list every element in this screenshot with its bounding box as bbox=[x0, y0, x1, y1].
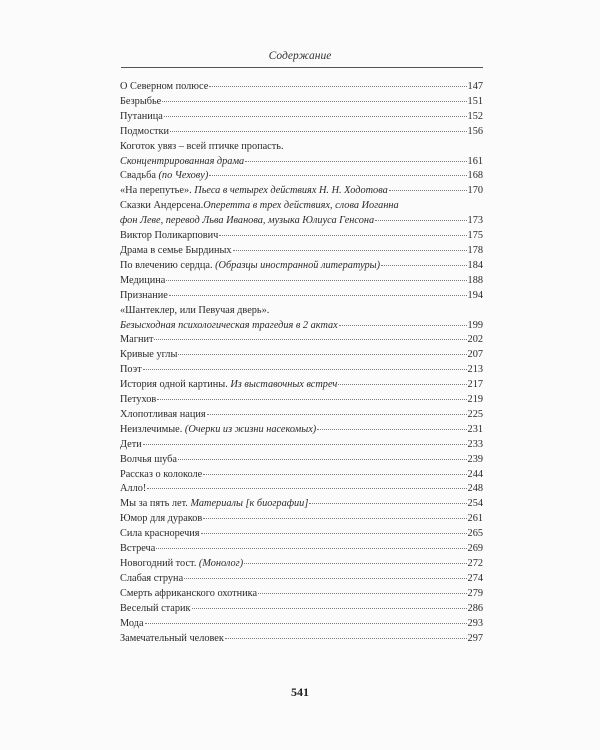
toc-entry-subtitle: (Очерки из жизни насекомых) bbox=[184, 423, 317, 435]
leader-dots bbox=[143, 369, 467, 370]
toc-entry bbox=[120, 95, 483, 110]
toc-page-number: 168 bbox=[467, 170, 483, 182]
toc-page-number: 170 bbox=[467, 185, 483, 197]
leader-dots bbox=[166, 280, 466, 281]
table-of-contents bbox=[120, 80, 483, 646]
toc-entry-title: Кривые углы bbox=[120, 349, 178, 361]
leader-dots bbox=[143, 444, 467, 445]
leader-dots bbox=[225, 638, 467, 639]
toc-entry bbox=[120, 348, 483, 363]
toc-entry bbox=[120, 80, 483, 95]
toc-entry bbox=[120, 602, 483, 617]
toc-entry-title: «На перепутье». bbox=[120, 185, 192, 197]
leader-dots bbox=[339, 325, 467, 326]
toc-entry-subtitle: Пьеса в четырех действиях Н. Н. Ходотова bbox=[194, 185, 388, 197]
leader-dots bbox=[219, 235, 466, 236]
toc-entry-title: «Шантеклер, или Певучая дверь». bbox=[120, 304, 270, 316]
toc-entry-title: Сила красноречия bbox=[120, 528, 200, 540]
toc-page-number: 261 bbox=[467, 513, 483, 525]
toc-entry-title: Встреча bbox=[120, 543, 156, 555]
toc-entry-subtitle: Безысходная психологическая трагедия в 2 актах bbox=[120, 319, 338, 331]
toc-entry bbox=[120, 110, 483, 125]
toc-entry-title: Свадьба bbox=[120, 170, 156, 182]
leader-dots bbox=[207, 414, 467, 415]
leader-dots bbox=[309, 503, 466, 504]
leader-dots bbox=[244, 563, 466, 564]
toc-page-number: 213 bbox=[467, 364, 483, 376]
toc-entry bbox=[120, 140, 483, 170]
toc-page-number: 161 bbox=[467, 155, 483, 167]
leader-dots bbox=[203, 518, 466, 519]
leader-dots bbox=[209, 86, 466, 87]
leader-dots bbox=[245, 161, 466, 162]
toc-entry bbox=[120, 169, 483, 184]
toc-page-number: 151 bbox=[467, 95, 483, 107]
leader-dots bbox=[154, 339, 466, 340]
toc-entry bbox=[120, 527, 483, 542]
toc-page-number: 265 bbox=[467, 528, 483, 540]
leader-dots bbox=[389, 190, 467, 191]
header-rule bbox=[121, 67, 483, 68]
leader-dots bbox=[145, 623, 467, 624]
toc-entry bbox=[120, 393, 483, 408]
toc-entry-title: Веселый старик bbox=[120, 602, 191, 614]
toc-entry-title: Дети bbox=[120, 438, 142, 450]
toc-page-number: 254 bbox=[467, 498, 483, 510]
toc-page-number: 272 bbox=[467, 558, 483, 569]
toc-entry-title: Алло! bbox=[120, 483, 147, 495]
toc-page-number: 194 bbox=[467, 289, 483, 301]
toc-entry-subtitle: Сконцентрированная драма bbox=[120, 155, 245, 167]
toc-entry bbox=[120, 423, 483, 438]
toc-entry-title: Безрыбье bbox=[120, 95, 162, 107]
toc-entry-title: Рассказ о колоколе bbox=[120, 468, 203, 480]
toc-entry-title: Драма в семье Бырдиных bbox=[120, 244, 232, 256]
toc-entry bbox=[120, 497, 483, 512]
toc-page-number: 173 bbox=[467, 215, 483, 227]
toc-page-number: 274 bbox=[467, 572, 483, 584]
toc-entry-title: Магнит bbox=[120, 334, 154, 346]
leader-dots bbox=[170, 131, 467, 132]
leader-dots bbox=[169, 295, 467, 296]
toc-entry-title: Петухов bbox=[120, 394, 157, 406]
toc-entry-subtitle: Оперетта в трех действиях, слова Иоганна bbox=[203, 200, 399, 212]
toc-page-number: 175 bbox=[467, 230, 483, 242]
toc-page-number: 297 bbox=[467, 632, 483, 644]
toc-entry bbox=[120, 125, 483, 140]
toc-entry-title: Признание bbox=[120, 289, 168, 301]
toc-entry bbox=[120, 512, 483, 527]
toc-page-number: 279 bbox=[467, 587, 483, 599]
toc-page-number: 147 bbox=[467, 81, 483, 92]
toc-entry-title: Замечательный человек bbox=[120, 632, 224, 644]
toc-entry-title: Смерть африканского охотника bbox=[120, 587, 258, 599]
leader-dots bbox=[178, 354, 466, 355]
toc-entry bbox=[120, 408, 483, 423]
toc-entry-title: Новогодний тост. bbox=[120, 558, 197, 569]
toc-page-number: 217 bbox=[467, 379, 483, 391]
toc-entry bbox=[120, 184, 483, 199]
toc-entry-subtitle: (по Чехову) bbox=[158, 170, 209, 182]
toc-entry-subtitle: (Образцы иностранной литературы) bbox=[215, 259, 381, 271]
leader-dots bbox=[178, 459, 467, 460]
leader-dots bbox=[164, 116, 467, 117]
toc-entry-title: Виктор Поликарпович bbox=[120, 230, 219, 242]
toc-entry-title: Мода bbox=[120, 617, 144, 629]
leader-dots bbox=[338, 384, 466, 385]
toc-entry-subtitle: Из выставочных встреч bbox=[230, 379, 338, 391]
toc-page-number: 286 bbox=[467, 602, 483, 614]
toc-entry bbox=[120, 542, 483, 557]
toc-page-number: 207 bbox=[467, 349, 483, 361]
toc-entry-title: Неизлечимые. bbox=[120, 423, 183, 435]
toc-page-number: 269 bbox=[467, 543, 483, 555]
toc-page-number: 156 bbox=[467, 125, 483, 137]
toc-page-number: 202 bbox=[467, 334, 483, 346]
toc-entry bbox=[120, 244, 483, 259]
toc-entry bbox=[120, 259, 483, 274]
toc-entry bbox=[120, 333, 483, 348]
toc-entry-title: Юмор для дураков bbox=[120, 513, 203, 525]
toc-entry-title: Слабая струна bbox=[120, 572, 184, 584]
toc-entry-title: О Северном полюсе bbox=[120, 81, 209, 92]
toc-entry bbox=[120, 363, 483, 378]
toc-page-number: 233 bbox=[467, 438, 483, 450]
toc-entry bbox=[120, 199, 483, 229]
toc-entry bbox=[120, 482, 483, 497]
toc-entry bbox=[120, 572, 483, 587]
toc-entry-title: Мы за пять лет. bbox=[120, 498, 188, 510]
leader-dots bbox=[157, 399, 466, 400]
toc-page-number: 184 bbox=[467, 259, 483, 271]
toc-entry-title: Поэт bbox=[120, 364, 142, 376]
toc-entry bbox=[120, 468, 483, 483]
toc-entry bbox=[120, 378, 483, 393]
page-number: 541 bbox=[291, 685, 309, 699]
toc-page-number: 178 bbox=[467, 244, 483, 256]
leader-dots bbox=[381, 265, 466, 266]
leader-dots bbox=[192, 608, 467, 609]
toc-page-number: 199 bbox=[467, 319, 483, 331]
toc-entry-title: По влечению сердца. bbox=[120, 259, 213, 271]
toc-entry bbox=[120, 229, 483, 244]
toc-entry-title: Волчья шуба bbox=[120, 453, 177, 465]
leader-dots bbox=[375, 220, 466, 221]
toc-entry-title: Коготок увяз – всей птичке пропасть. bbox=[120, 140, 284, 152]
toc-page-number: 293 bbox=[467, 617, 483, 629]
toc-entry-title: Путаница bbox=[120, 110, 163, 122]
leader-dots bbox=[162, 101, 466, 102]
toc-entry-title: Медицина bbox=[120, 274, 166, 286]
toc-page-number: 188 bbox=[467, 274, 483, 286]
leader-dots bbox=[201, 533, 467, 534]
leader-dots bbox=[317, 429, 466, 430]
toc-entry-title: Подмостки bbox=[120, 125, 170, 137]
toc-entry bbox=[120, 632, 483, 647]
toc-entry-subtitle: (Монолог) bbox=[198, 558, 244, 569]
toc-entry-subtitle-cont: фон Леве, перевод Льва Иванова, музыка Юлиуса Генсона bbox=[120, 215, 375, 227]
leader-dots bbox=[233, 250, 467, 251]
toc-page-number: 248 bbox=[467, 483, 483, 495]
toc-entry-subtitle: Материалы [к биографии] bbox=[190, 498, 309, 510]
running-header: Содержание bbox=[268, 50, 332, 62]
leader-dots bbox=[147, 488, 466, 489]
toc-page-number: 239 bbox=[467, 453, 483, 465]
toc-page-number: 219 bbox=[467, 394, 483, 406]
toc-page-number: 225 bbox=[467, 408, 483, 420]
toc-entry bbox=[120, 587, 483, 602]
leader-dots bbox=[156, 548, 466, 549]
toc-page-number: 244 bbox=[467, 468, 483, 480]
toc-entry-title: Сказки Андерсена. bbox=[120, 200, 204, 212]
toc-entry bbox=[120, 557, 483, 572]
toc-entry bbox=[120, 617, 483, 632]
toc-entry bbox=[120, 289, 483, 304]
leader-dots bbox=[203, 474, 466, 475]
toc-page-number: 152 bbox=[467, 110, 483, 122]
toc-entry bbox=[120, 304, 483, 334]
leader-dots bbox=[258, 593, 466, 594]
toc-entry bbox=[120, 274, 483, 289]
leader-dots bbox=[184, 578, 466, 579]
toc-entry bbox=[120, 438, 483, 453]
toc-entry-title: Хлопотливая нация bbox=[120, 408, 206, 420]
toc-page-number: 231 bbox=[467, 423, 483, 435]
toc-entry bbox=[120, 453, 483, 468]
leader-dots bbox=[209, 175, 466, 176]
toc-entry-title: История одной картины. bbox=[120, 379, 228, 391]
